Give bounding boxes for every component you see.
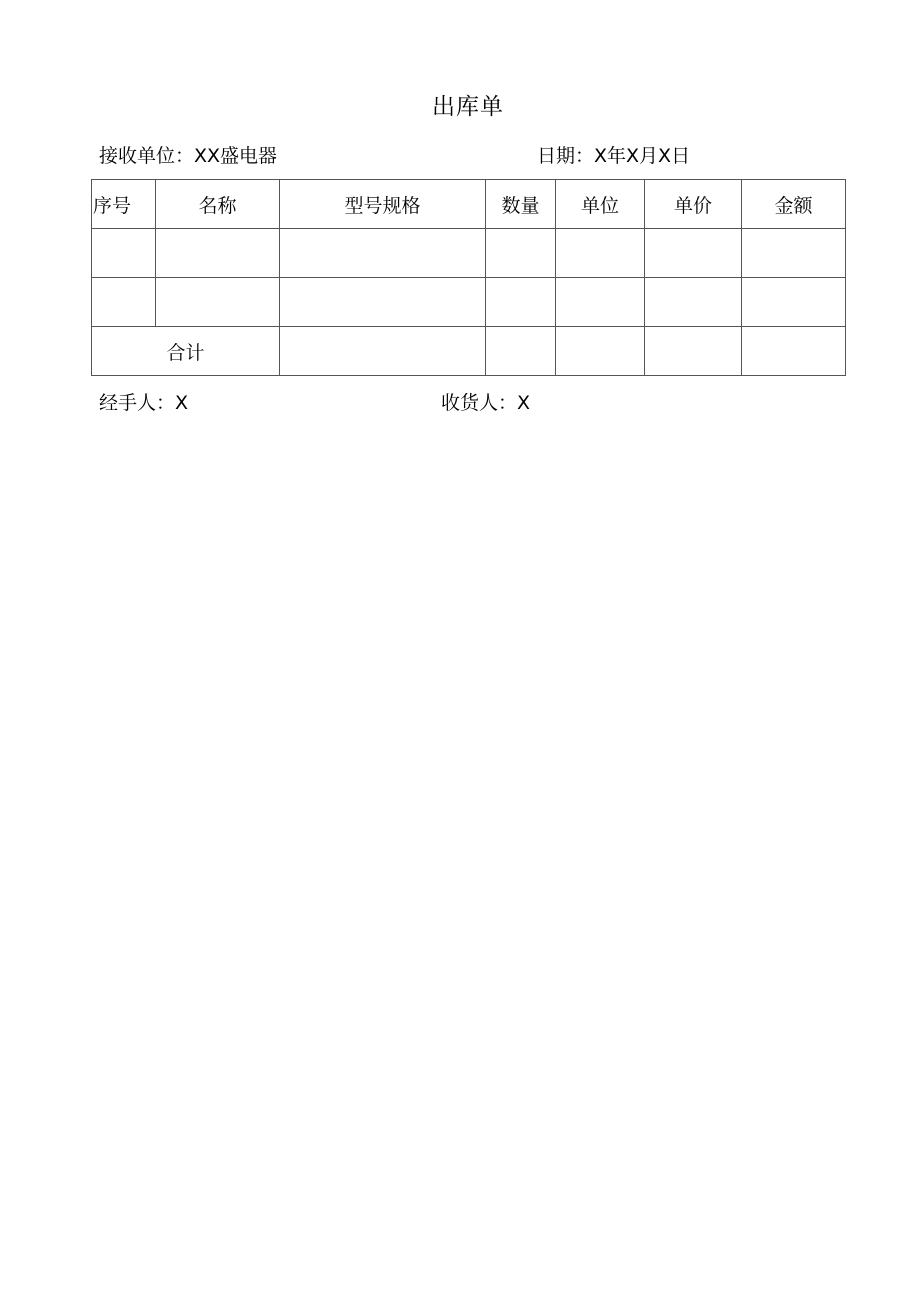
receiver-line [441, 388, 530, 418]
recipient-value: XX盛电器 [194, 145, 278, 167]
table-cell[interactable] [645, 229, 742, 278]
table-cell[interactable] [280, 229, 486, 278]
handler-value: X [175, 392, 189, 414]
table-cell[interactable] [486, 278, 556, 327]
handler-label: 经手人： [99, 392, 176, 414]
column-header-quantity: 数量 [486, 180, 556, 229]
total-cell-unit-price[interactable] [645, 327, 742, 376]
column-header-amount: 金额 [742, 180, 846, 229]
table-row [92, 229, 846, 278]
column-header-unit: 单位 [556, 180, 645, 229]
receiver-label: 收货人： [441, 392, 518, 414]
table-row [92, 278, 846, 327]
column-header-name: 名称 [156, 180, 280, 229]
total-row [92, 327, 846, 376]
total-cell-amount[interactable] [742, 327, 846, 376]
table-cell[interactable] [556, 278, 645, 327]
table-cell[interactable] [556, 229, 645, 278]
outbound-table [91, 179, 846, 376]
table-cell[interactable] [742, 229, 846, 278]
recipient-label: 接收单位： [99, 145, 195, 167]
date-line [537, 141, 690, 171]
receiver-value: X [517, 392, 531, 414]
table-cell[interactable] [156, 229, 280, 278]
column-header-spec: 型号规格 [280, 180, 486, 229]
header-row [92, 180, 846, 229]
table-cell[interactable] [156, 278, 280, 327]
total-label: 合计 [92, 327, 280, 376]
handler-line [99, 388, 188, 418]
recipient-line [99, 141, 277, 171]
date-label: 日期： [537, 145, 595, 167]
table-cell[interactable] [92, 229, 156, 278]
column-header-unit-price: 单价 [645, 180, 742, 229]
table-cell[interactable] [645, 278, 742, 327]
date-value: X年X月X日 [594, 145, 691, 167]
column-header-seq: 序号 [92, 180, 156, 229]
document-title: 出库单 [432, 94, 504, 120]
total-cell-spec[interactable] [280, 327, 486, 376]
table-cell[interactable] [280, 278, 486, 327]
table-cell[interactable] [486, 229, 556, 278]
total-cell-quantity[interactable] [486, 327, 556, 376]
table-cell[interactable] [92, 278, 156, 327]
table-cell[interactable] [742, 278, 846, 327]
total-cell-unit[interactable] [556, 327, 645, 376]
